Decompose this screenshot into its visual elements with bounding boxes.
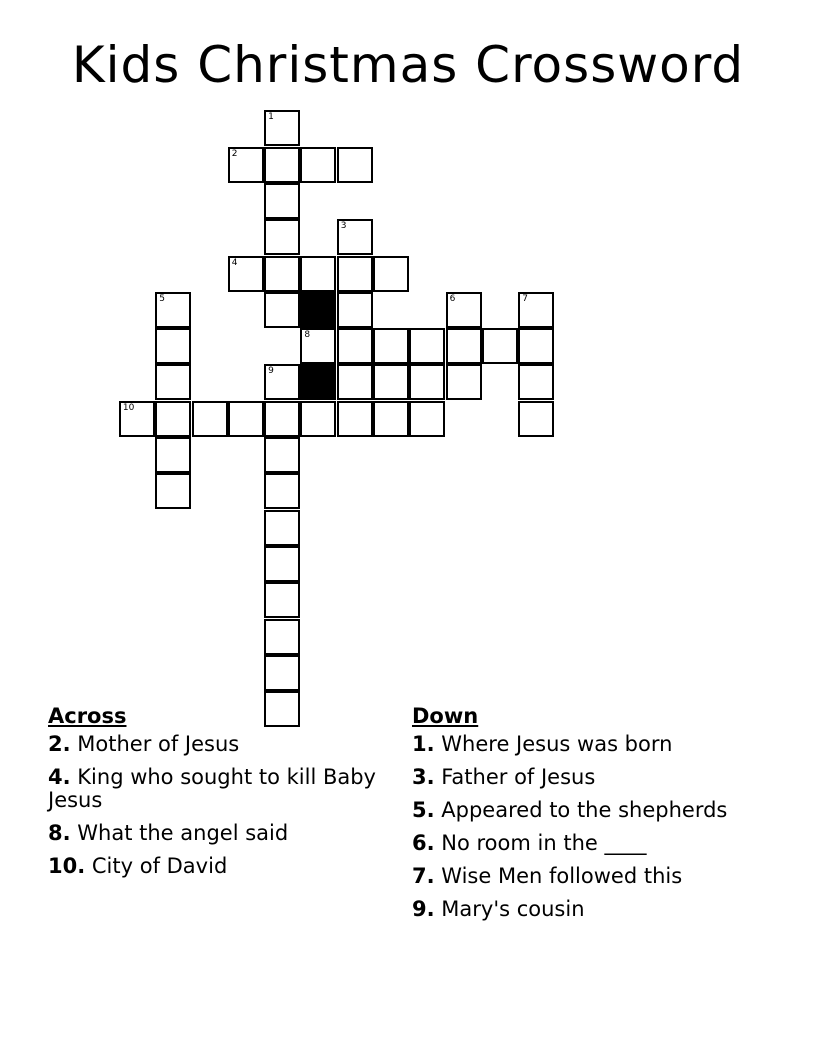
grid-cell[interactable]: [300, 256, 336, 292]
clue-text: City of David: [91, 854, 228, 878]
clue-number-label: 5: [159, 293, 165, 304]
black-square: [300, 364, 336, 400]
clue-number: 1.: [412, 732, 435, 756]
grid-cell[interactable]: [518, 328, 554, 364]
grid-cell[interactable]: [373, 401, 409, 437]
clue-number: 5.: [412, 798, 435, 822]
clue-down-5: [412, 799, 752, 822]
grid-cell[interactable]: [373, 364, 409, 400]
across-heading: Across: [48, 704, 127, 728]
grid-cell[interactable]: [228, 256, 264, 292]
grid-cell[interactable]: [264, 219, 300, 255]
clue-number: 4.: [48, 765, 71, 789]
grid-cell[interactable]: [264, 582, 300, 618]
grid-cell[interactable]: [337, 219, 373, 255]
clue-number: 8.: [48, 821, 71, 845]
down-clues: [412, 703, 752, 931]
grid-cell[interactable]: [337, 256, 373, 292]
grid-cell[interactable]: [482, 328, 518, 364]
clue-number: 6.: [412, 831, 435, 855]
grid-cell[interactable]: [337, 401, 373, 437]
clue-down-9: [412, 898, 752, 921]
clue-number: 2.: [48, 732, 71, 756]
clue-number-label: 10: [122, 402, 135, 413]
clue-number: 3.: [412, 765, 435, 789]
clue-text: Wise Men followed this: [441, 864, 683, 888]
grid-cell[interactable]: [264, 437, 300, 473]
clue-text: Appeared to the shepherds: [441, 798, 728, 822]
grid-cell[interactable]: [264, 183, 300, 219]
grid-cell[interactable]: [264, 655, 300, 691]
clue-down-3: [412, 766, 752, 789]
down-heading: Down: [412, 704, 479, 728]
grid-cell[interactable]: [446, 328, 482, 364]
clue-text: Mother of Jesus: [77, 732, 240, 756]
grid-cell[interactable]: [264, 292, 300, 328]
clue-text: What the angel said: [77, 821, 289, 845]
clue-text: No room in the ____: [441, 831, 647, 855]
grid-cell[interactable]: [264, 364, 300, 400]
grid-cell[interactable]: [192, 401, 228, 437]
grid-cell[interactable]: [264, 546, 300, 582]
grid-cell[interactable]: [155, 473, 191, 509]
grid-cell[interactable]: [373, 256, 409, 292]
clue-number-label: 1: [268, 112, 274, 123]
grid-cell[interactable]: [409, 364, 445, 400]
clue-number-label: 7: [522, 293, 528, 304]
clue-text: Mary's cousin: [441, 897, 585, 921]
grid-cell[interactable]: [337, 292, 373, 328]
page-title: Kids Christmas Crossword: [71, 36, 745, 94]
clue-number-label: 8: [304, 330, 311, 341]
black-square: [300, 292, 336, 328]
grid-cell[interactable]: [155, 292, 191, 328]
grid-cell[interactable]: [409, 401, 445, 437]
clue-across-8: [48, 822, 388, 845]
grid-cell[interactable]: [264, 401, 300, 437]
clue-number-label: 4: [231, 257, 238, 268]
grid-cell[interactable]: [518, 401, 554, 437]
clue-number-label: 9: [268, 366, 274, 377]
clue-number: 10.: [48, 854, 86, 878]
clue-down-7: [412, 865, 752, 888]
grid-cell[interactable]: [337, 364, 373, 400]
grid-cell[interactable]: [264, 473, 300, 509]
grid-cell[interactable]: [337, 328, 373, 364]
clue-across-2: [48, 733, 388, 756]
across-clues: [48, 703, 388, 888]
clue-number: 9.: [412, 897, 435, 921]
clue-number-label: 3: [340, 221, 347, 232]
clue-number-label: 2: [231, 148, 238, 159]
grid-cell[interactable]: [337, 147, 373, 183]
grid-cell[interactable]: [264, 147, 300, 183]
clue-down-1: [412, 733, 752, 756]
grid-cell[interactable]: [155, 401, 191, 437]
grid-cell[interactable]: [264, 256, 300, 292]
grid-cell[interactable]: [155, 328, 191, 364]
grid-cell[interactable]: [228, 147, 264, 183]
clue-text: Father of Jesus: [441, 765, 596, 789]
clue-across-4: [48, 766, 388, 812]
clue-text: Where Jesus was born: [441, 732, 673, 756]
grid-cell[interactable]: [518, 364, 554, 400]
clue-number: 7.: [412, 864, 435, 888]
grid-cell[interactable]: [518, 292, 554, 328]
grid-cell[interactable]: [446, 364, 482, 400]
grid-cell[interactable]: [264, 510, 300, 546]
grid-cell[interactable]: [228, 401, 264, 437]
grid-cell[interactable]: [300, 401, 336, 437]
grid-cell[interactable]: [373, 328, 409, 364]
grid-cell[interactable]: [155, 364, 191, 400]
grid-cell[interactable]: [300, 328, 336, 364]
grid-cell[interactable]: [300, 147, 336, 183]
grid-cell[interactable]: [264, 619, 300, 655]
grid-cell[interactable]: [119, 401, 155, 437]
clue-across-10: [48, 855, 388, 878]
grid-cell[interactable]: [409, 328, 445, 364]
grid-cell[interactable]: [155, 437, 191, 473]
grid-cell[interactable]: [446, 292, 482, 328]
clue-text: King who sought to kill Baby Jesus: [48, 765, 376, 812]
clue-number-label: 6: [449, 293, 456, 304]
clue-down-6: [412, 832, 752, 855]
grid-cell[interactable]: [264, 110, 300, 146]
